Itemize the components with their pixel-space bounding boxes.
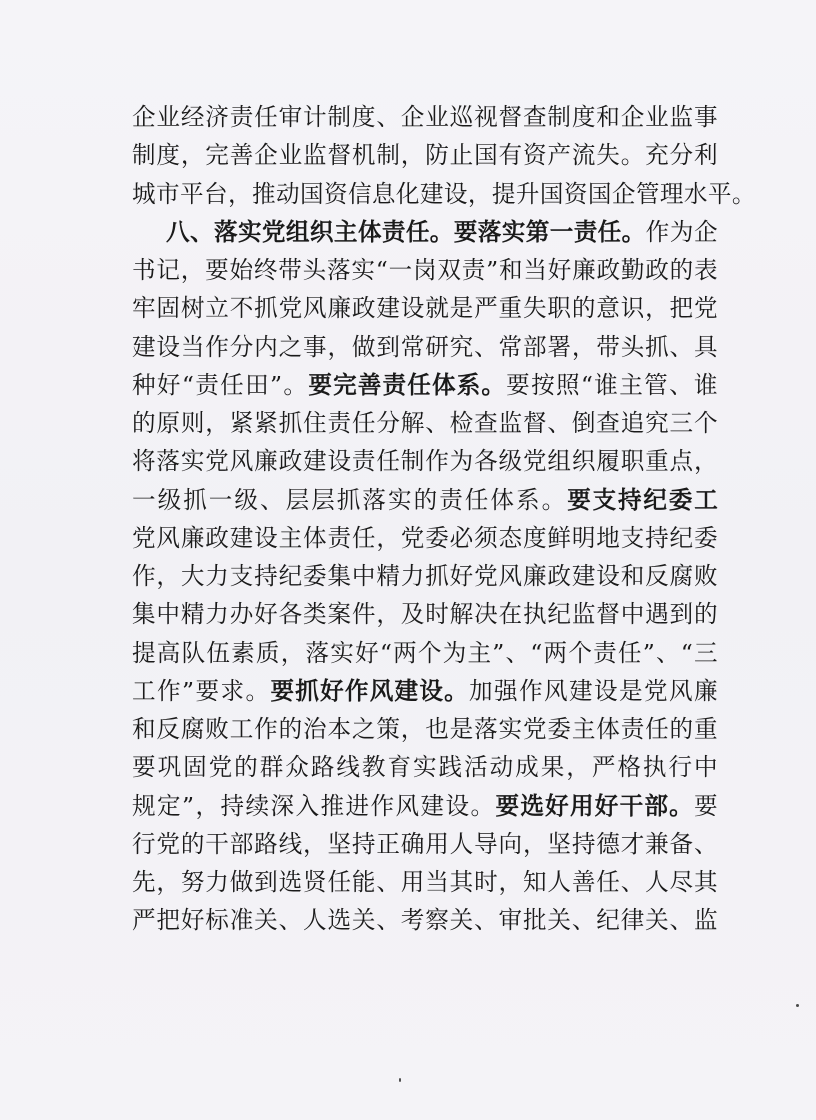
body-text-run: 作，大力支持纪委集中精力抓好党风廉政建设和反腐败 [132, 562, 718, 590]
body-text-run: 规定”，持续深入推进作风建设。 [132, 791, 496, 820]
text-line [132, 98, 718, 136]
body-text [132, 98, 756, 940]
text-line [132, 366, 718, 404]
bold-heading-text: 要选好用好干部。 [495, 791, 694, 820]
text-line [132, 748, 718, 786]
text-line [132, 901, 718, 939]
text-line [132, 404, 718, 442]
body-text-run: 企业经济责任审计制度、企业巡视督查制度和企业监事 [132, 103, 718, 131]
text-line [132, 634, 718, 672]
body-text-run: 党风廉政建设主体责任，党委必须态度鲜明地支持纪委 [132, 523, 718, 552]
body-text-run: 一级抓一级、层层抓落实的责任体系。 [132, 485, 568, 514]
body-text-run: 加强作风建设是党风廉 [468, 676, 718, 705]
text-line [132, 787, 718, 825]
body-text-run: 提高队伍素质，落实好“两个为主”、“两个责任”、“三 [132, 638, 718, 667]
text-line [132, 328, 718, 366]
body-text-run: 将落实党风廉政建设责任制作为各级党组织履职重点， [132, 447, 718, 476]
bold-heading-text: 八、落实党组织主体责任。要落实第一责任。 [166, 217, 646, 246]
body-text-run: 城市平台，推动国资信息化建设，提升国资国企管理水平。 [132, 179, 756, 208]
bold-heading-text: 要完善责任体系。 [308, 370, 507, 399]
body-text-run: 建设当作分内之事，做到常研究、常部署，带头抓、具 [132, 332, 718, 361]
text-line [132, 251, 718, 289]
body-text-run: 要按照“谁主管、谁 [506, 370, 718, 399]
text-line [132, 595, 718, 633]
text-line [132, 825, 718, 863]
text-line [132, 213, 718, 251]
text-line [132, 519, 718, 557]
text-line [132, 672, 718, 710]
body-text-run: 集中精力办好各类案件，及时解决在执纪监督中遇到的 [132, 600, 718, 629]
bold-heading-text: 要支持纪委工 [567, 485, 718, 514]
body-text-run: 严把好标准关、人选关、考察关、审批关、纪律关、监 [132, 906, 718, 935]
scan-speck [796, 1004, 799, 1007]
scan-speck [399, 1078, 401, 1082]
text-line [132, 710, 718, 748]
text-line [132, 175, 756, 213]
text-line [132, 136, 718, 174]
text-line [132, 557, 718, 595]
text-line [132, 289, 718, 327]
bold-heading-text: 要抓好作风建设。 [270, 676, 469, 705]
body-text-run: 要 [694, 791, 718, 820]
body-text-run: 的原则，紧紧抓住责任分解、检查监督、倒查追究三个 [132, 409, 718, 437]
text-line [132, 863, 718, 901]
body-text-run: 要巩固党的群众路线教育实践活动成果，严格执行中 [132, 753, 718, 782]
text-line [132, 481, 718, 519]
text-line [132, 442, 718, 480]
body-text-run: 作为企 [645, 217, 718, 246]
body-text-run: 和反腐败工作的治本之策，也是落实党委主体责任的重 [132, 715, 718, 743]
body-text-run: 工作”要求。 [132, 676, 271, 705]
body-text-run: 书记，要始终带头落实“一岗双责”和当好廉政勤政的表 [132, 256, 718, 284]
body-text-run: 牢固树立不抓党风廉政建设就是严重失职的意识，把党 [132, 294, 718, 323]
body-text-run: 种好“责任田”。 [132, 370, 309, 399]
body-text-run: 制度，完善企业监督机制，防止国有资产流失。充分利 [132, 141, 718, 170]
body-text-run: 先，努力做到选贤任能、用当其时，知人善任、人尽其 [132, 868, 718, 896]
body-text-run: 行党的干部路线，坚持正确用人导向，坚持德才兼备、 [132, 829, 718, 858]
